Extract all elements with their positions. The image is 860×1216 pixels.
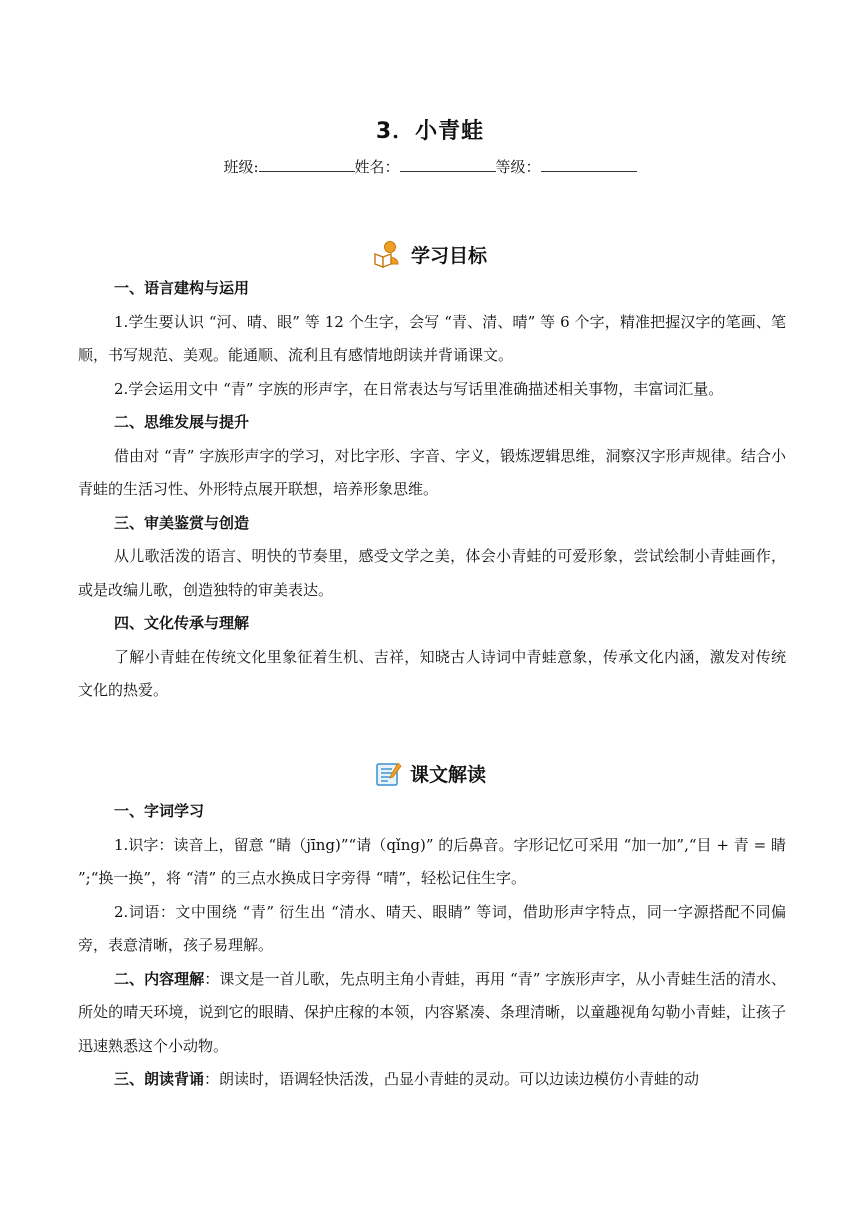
class-blank[interactable]	[259, 157, 355, 172]
subheading-language: 一、语言建构与运用	[114, 279, 250, 297]
subheading-culture: 四、文化传承与理解	[114, 614, 250, 632]
section-heading-text: 学习目标	[410, 244, 487, 267]
paragraph: 1.学生要认识 “河、晴、眼” 等 12 个生字，会写 “青、清、晴” 等 6 个字，精准把握汉字的笔画、笔顺，书写规范、美观。能通顺、流利且有感情地朗读并背诵课文。	[78, 312, 786, 364]
paragraph: 2.词语：文中围绕 “青” 衍生出 “清水、晴天、眼睛” 等词，借助形声字特点，同一字源搭配不同偏旁，表意清晰，孩子易理解。	[78, 902, 786, 954]
paragraph: 了解小青蛙在传统文化里象征着生机、吉祥，知晓古人诗词中青蛙意象，传承文化内涵，激发对传统文化的热爱。	[78, 647, 786, 699]
subheading-thinking: 二、思维发展与提升	[114, 413, 250, 431]
class-label: 班级:	[223, 158, 259, 176]
paragraph: 从儿歌活泼的语言、明快的节奏里，感受文学之美，体会小青蛙的可爱形象，尝试绘制小青蛙画作，或是改编儿歌，创造独特的审美表达。	[78, 547, 786, 599]
notebook-pen-icon	[374, 761, 402, 787]
grade-label: 等级：	[495, 158, 541, 176]
paragraph-text: ：朗读时，语调轻快活泼，凸显小青蛙的灵动。可以边读边模仿小青蛙的动	[204, 1070, 700, 1088]
page-title: 3．小青蛙	[375, 119, 485, 144]
name-blank[interactable]	[400, 157, 496, 172]
grade-blank[interactable]	[541, 157, 637, 172]
paragraph: 2.学会运用文中 “青” 字族的形声字，在日常表达与写话里准确描述相关事物，丰富词汇量。	[114, 379, 724, 398]
text-reading-content	[78, 795, 786, 1097]
section-heading-text-reading	[0, 760, 860, 787]
section-heading-learning-goals	[0, 240, 860, 268]
reading-person-icon	[373, 240, 403, 268]
student-info-line	[0, 156, 860, 177]
learning-goals-content	[78, 272, 786, 708]
paragraph-text: ：课文是一首儿歌，先点明主角小青蛙，再用 “青” 字族形声字，从小青蛙生活的清水、所处的晴天环境，说到它的眼睛、保护庄稼的本领，内容紧凑、条理清晰，以童趣视角勾勒小青蛙，让孩子迅速熟悉这个小动物。	[78, 969, 786, 1055]
subheading-vocabulary: 一、字词学习	[114, 802, 205, 820]
inline-label: 二、内容理解	[114, 969, 205, 988]
inline-label: 三、朗读背诵	[114, 1070, 205, 1088]
paragraph-reading-recitation	[78, 1063, 786, 1097]
paragraph: 1.识字：读音上，留意 “睛（jīng)”“请（qǐng)” 的后鼻音。字形记忆可采用 “加一加”,“目 + 青 = 睛 ”;“换一换”，将 “清” 的三点水换成日字旁得 “晴”，轻松记住生字。	[78, 835, 786, 887]
name-label: 姓名：	[354, 158, 400, 176]
paragraph: 借由对 “青” 字族形声字的学习，对比字形、字音、字义，锻炼逻辑思维，洞察汉字形声规律。结合小青蛙的生活习性、外形特点展开联想，培养形象思维。	[78, 446, 786, 498]
paragraph-content-understanding	[78, 963, 786, 1064]
subheading-aesthetic: 三、审美鉴赏与创造	[114, 513, 250, 532]
section-heading-text: 课文解读	[409, 764, 486, 786]
